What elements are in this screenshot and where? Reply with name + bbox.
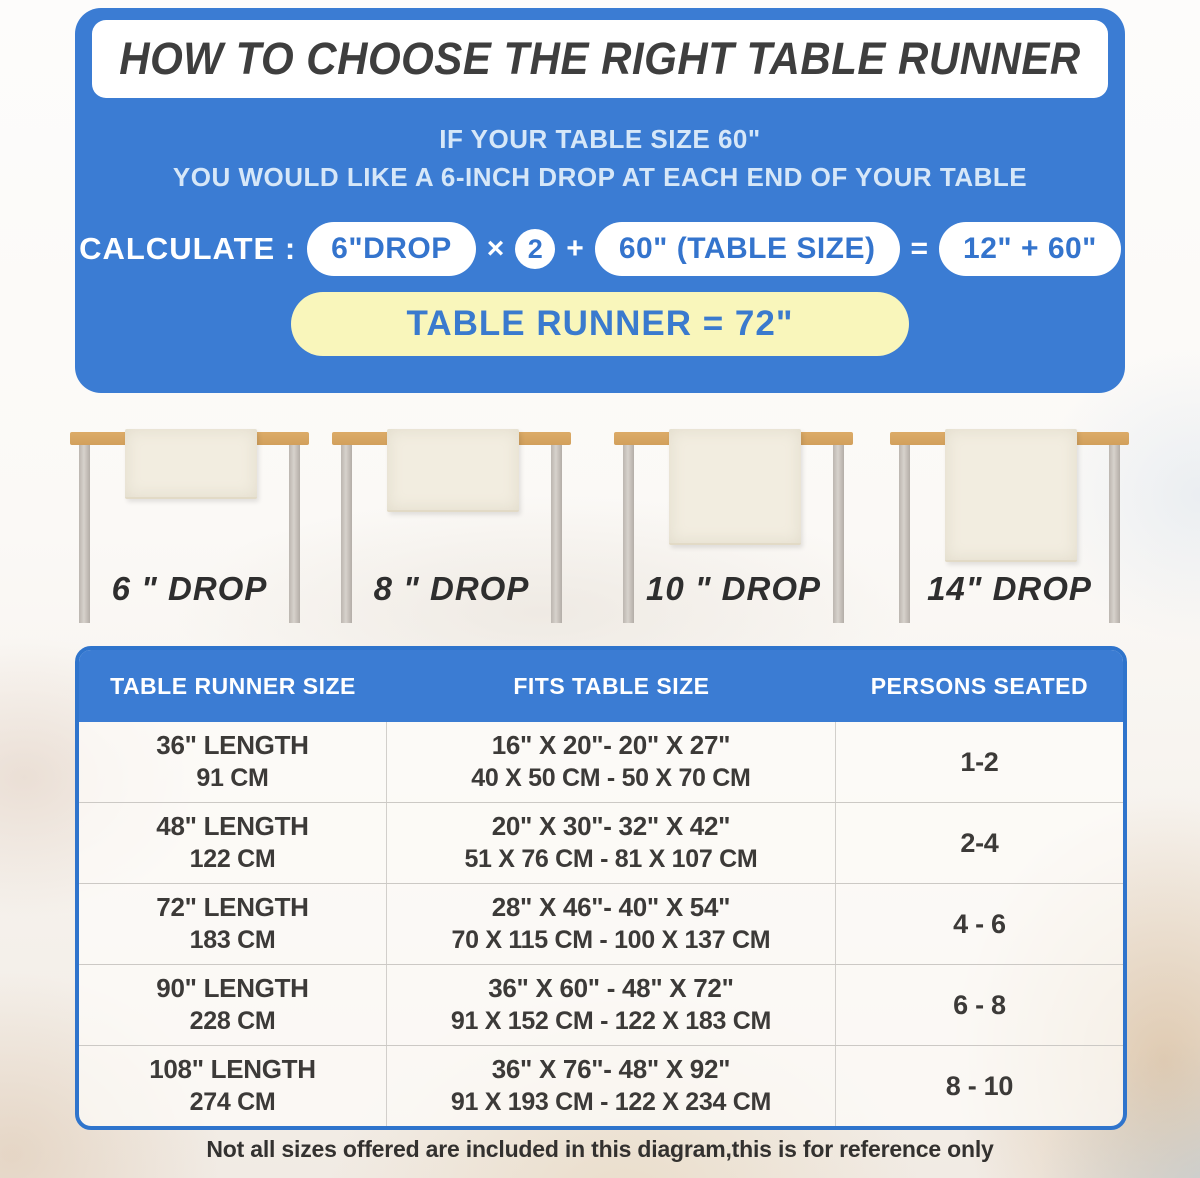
drop-label: 14" DROP xyxy=(927,570,1092,607)
runner-size-inches: 108" LENGTH xyxy=(149,1054,316,1084)
runner-size-cm: 91 CM xyxy=(196,764,269,792)
persons-count: 2-4 xyxy=(960,827,999,858)
table-size-pill: 60" (TABLE SIZE) xyxy=(595,222,900,276)
persons-count: 6 - 8 xyxy=(953,989,1006,1020)
equals-operator: = xyxy=(910,232,929,265)
table-runner-illustration xyxy=(945,429,1077,562)
cell-persons-seated xyxy=(836,965,1123,1045)
fits-size-inches: 28" X 46"- 40" X 54" xyxy=(491,892,731,922)
intro-line-2: YOU WOULD LIKE A 6-INCH DROP AT EACH END OF YOUR TABLE xyxy=(172,162,1028,192)
drop-example-14-inch xyxy=(890,432,1129,628)
page-title: HOW TO CHOOSE THE RIGHT TABLE RUNNER xyxy=(119,33,1081,84)
fits-size-cm: 51 X 76 CM - 81 X 107 CM xyxy=(464,845,758,873)
drop-example-10-inch xyxy=(614,432,853,628)
cell-fits-table-size xyxy=(387,884,836,964)
drop-label: 6 " DROP xyxy=(111,570,268,607)
fits-size-cm: 40 X 50 CM - 50 X 70 CM xyxy=(471,764,751,792)
fits-size-cm: 91 X 193 CM - 122 X 234 CM xyxy=(450,1088,771,1116)
table-row xyxy=(79,883,1123,964)
fits-size-inches: 36" X 60" - 48" X 72" xyxy=(488,973,734,1003)
multiply-operator: × xyxy=(486,232,505,265)
size-chart-body xyxy=(79,722,1123,1126)
plus-operator: + xyxy=(566,232,584,265)
cell-runner-size xyxy=(79,1046,387,1126)
table-row xyxy=(79,722,1123,802)
runner-size-inches: 48" LENGTH xyxy=(156,811,309,841)
cell-fits-table-size xyxy=(387,1046,836,1126)
drop-label: 8 " DROP xyxy=(373,570,530,607)
runner-size-cm: 228 CM xyxy=(189,1007,276,1035)
cell-persons-seated xyxy=(836,1046,1123,1126)
table-runner-illustration xyxy=(387,429,519,512)
runner-size-inches: 90" LENGTH xyxy=(156,973,309,1003)
header-banner xyxy=(75,8,1125,393)
table-runner-illustration xyxy=(125,429,257,499)
drop-example-8-inch xyxy=(332,432,571,628)
table-row xyxy=(79,802,1123,883)
size-chart-header xyxy=(79,650,1123,722)
footer-disclaimer: Not all sizes offered are included in this diagram,this is for reference only xyxy=(206,1136,994,1162)
persons-count: 8 - 10 xyxy=(945,1070,1014,1101)
runner-size-inches: 36" LENGTH xyxy=(156,730,309,760)
intro-line-1: IF YOUR TABLE SIZE 60" xyxy=(439,124,761,154)
fits-size-cm: 70 X 115 CM - 100 X 137 CM xyxy=(451,926,771,954)
cell-runner-size xyxy=(79,965,387,1045)
cell-persons-seated xyxy=(836,884,1123,964)
runner-size-cm: 122 CM xyxy=(189,845,276,873)
runner-size-cm: 274 CM xyxy=(189,1088,276,1116)
calculate-label: CALCULATE : xyxy=(79,231,297,266)
cell-fits-table-size xyxy=(387,965,836,1045)
table-row xyxy=(79,1045,1123,1126)
calculation-row xyxy=(75,222,1125,276)
fits-size-inches: 16" X 20"- 20" X 27" xyxy=(491,730,731,760)
cell-runner-size xyxy=(79,803,387,883)
size-chart-card xyxy=(75,646,1127,1130)
table-runner-illustration xyxy=(669,429,801,545)
drop-label: 10 " DROP xyxy=(645,570,822,607)
persons-count: 4 - 6 xyxy=(953,908,1006,939)
runner-size-inches: 72" LENGTH xyxy=(156,892,309,922)
cell-runner-size xyxy=(79,722,387,802)
cell-fits-table-size xyxy=(387,722,836,802)
column-header-fits-table-size: FITS TABLE SIZE xyxy=(513,672,710,699)
multiplier-badge: 2 xyxy=(515,229,555,269)
cell-persons-seated xyxy=(836,803,1123,883)
drop-value-pill: 6"DROP xyxy=(307,222,476,276)
drop-example-6-inch xyxy=(70,432,309,628)
cell-fits-table-size xyxy=(387,803,836,883)
title-box xyxy=(92,20,1108,98)
persons-count: 1-2 xyxy=(960,746,999,777)
runner-size-cm: 183 CM xyxy=(189,926,276,954)
fits-size-cm: 91 X 152 CM - 122 X 183 CM xyxy=(450,1007,771,1035)
column-header-runner-size: TABLE RUNNER SIZE xyxy=(110,672,356,699)
result-pill: TABLE RUNNER = 72" xyxy=(291,292,909,356)
cell-runner-size xyxy=(79,884,387,964)
column-header-persons-seated: PERSONS SEATED xyxy=(870,672,1089,699)
cell-persons-seated xyxy=(836,722,1123,802)
fits-size-inches: 36" X 76"- 48" X 92" xyxy=(491,1054,731,1084)
fits-size-inches: 20" X 30"- 32" X 42" xyxy=(491,811,731,841)
table-row xyxy=(79,964,1123,1045)
sum-pill: 12" + 60" xyxy=(939,222,1121,276)
